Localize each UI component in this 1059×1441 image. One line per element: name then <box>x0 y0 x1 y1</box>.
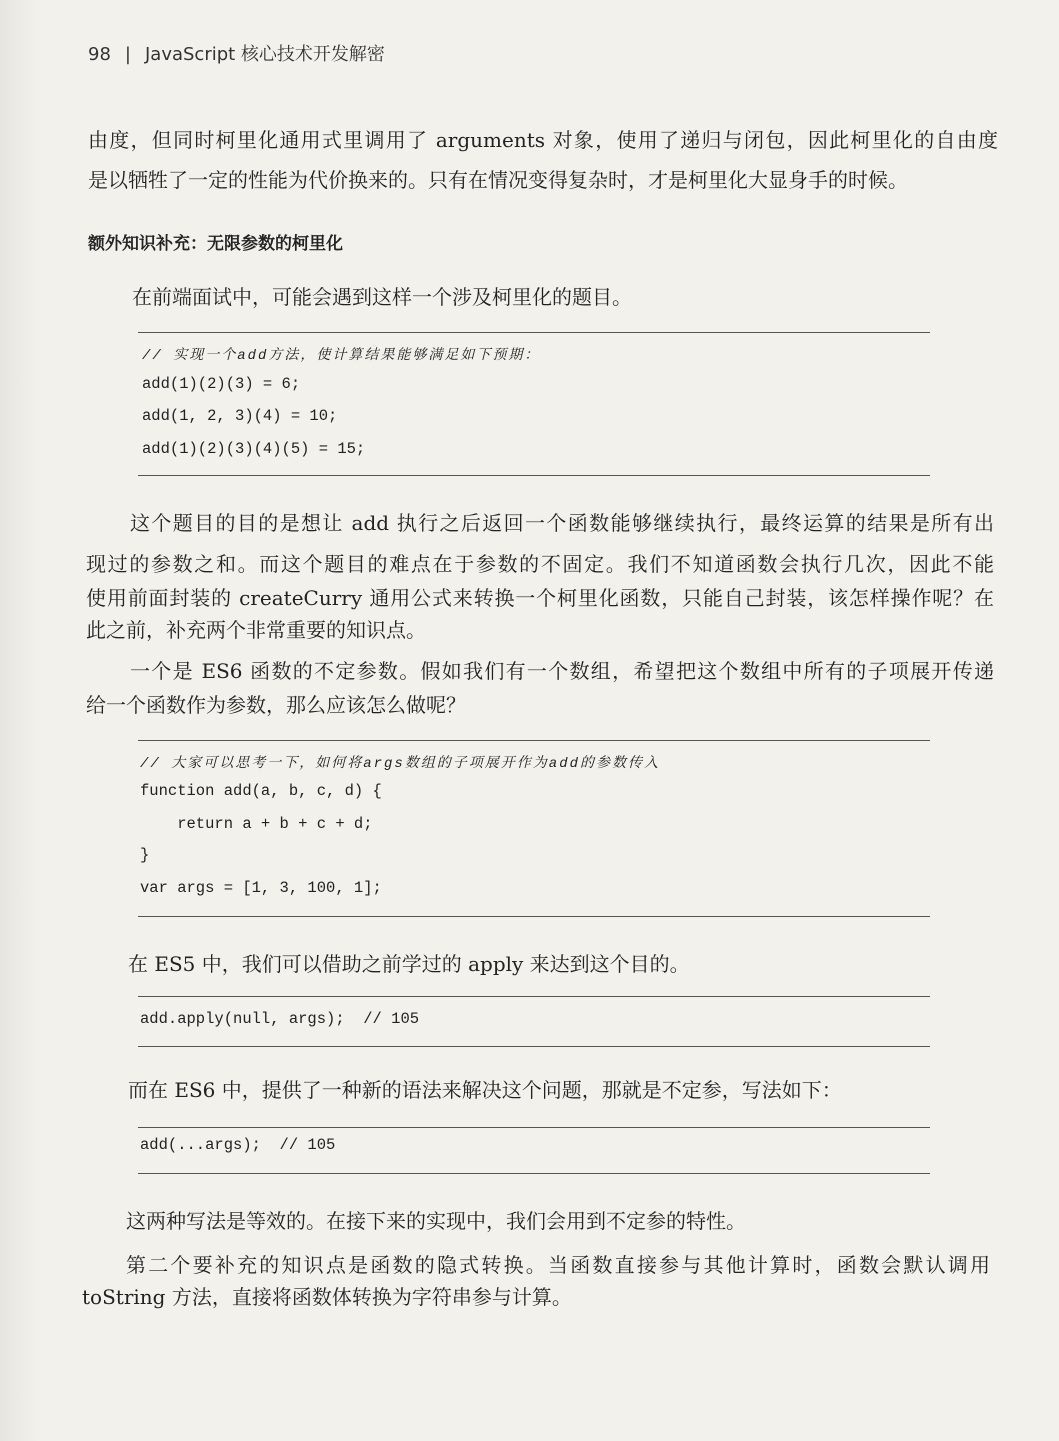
code-rule <box>138 1127 930 1128</box>
code-line: var args = [1, 3, 100, 1]; <box>140 879 382 897</box>
para5-line: toString 方法，直接将函数体转换为字符串参与计算。 <box>82 1285 572 1309</box>
code-line: // 实现一个add方法，使计算结果能够满足如下预期： <box>142 348 541 364</box>
code-rule <box>138 475 930 476</box>
code-line: add(...args); // 105 <box>140 1136 336 1154</box>
code-rule <box>138 1173 930 1174</box>
es6-text: 而在 ES6 中，提供了一种新的语法来解决这个问题，那就是不定参，写法如下： <box>128 1078 842 1102</box>
para5-line: 第二个要补充的知识点是函数的隐式转换。当函数直接参与其他计算时，函数会默认调用 <box>126 1253 990 1277</box>
page-gutter-shadow <box>0 0 40 1441</box>
para3-line: 给一个函数作为参数，那么应该怎么做呢？ <box>86 693 466 717</box>
intro-text: 在前端面试中，可能会遇到这样一个涉及柯里化的题目。 <box>132 285 632 309</box>
section-heading: 额外知识补充：无限参数的柯里化 <box>88 234 343 254</box>
code-line: } <box>140 846 150 864</box>
running-header <box>88 40 385 66</box>
code-line: add(1)(2)(3) = 6; <box>142 375 301 393</box>
para1-line: 是以牺牲了一定的性能为代价换来的。只有在情况变得复杂时，才是柯里化大显身手的时候。 <box>88 168 908 192</box>
code-line: add.apply(null, args); // 105 <box>140 1010 420 1028</box>
page-number: 98 <box>88 44 111 65</box>
para3-line: 一个是 ES6 函数的不定参数。假如我们有一个数组，希望把这个数组中所有的子项展开传递 <box>130 659 994 683</box>
code-line: return a + b + c + d; <box>140 815 373 833</box>
para2-line: 使用前面封装的 createCurry 通用公式来转换一个柯里化函数，只能自己封装，该怎样操作呢？在 <box>86 586 994 610</box>
code-rule <box>138 996 930 997</box>
es5-text: 在 ES5 中，我们可以借助之前学过的 apply 来达到这个目的。 <box>128 952 690 976</box>
para2-line: 这个题目的目的是想让 add 执行之后返回一个函数能够继续执行，最终运算的结果是所有出 <box>130 511 994 535</box>
code-rule <box>138 916 930 917</box>
code-line: add(1, 2, 3)(4) = 10; <box>142 407 338 425</box>
code-rule <box>138 332 930 333</box>
code-rule <box>138 740 930 741</box>
para1-line: 由度，但同时柯里化通用式里调用了 arguments 对象，使用了递归与闭包，因此柯里化的自由度 <box>88 128 998 152</box>
para4-text: 这两种写法是等效的。在接下来的实现中，我们会用到不定参的特性。 <box>126 1209 746 1233</box>
header-separator: | <box>124 44 131 65</box>
code-line: function add(a, b, c, d) { <box>140 782 382 800</box>
code-line: // 大家可以思考一下，如何将args数组的子项展开作为add的参数传入 <box>140 756 661 772</box>
book-title: JavaScript 核心技术开发解密 <box>144 44 385 65</box>
code-rule <box>138 1046 930 1047</box>
code-line: add(1)(2)(3)(4)(5) = 15; <box>142 440 366 458</box>
para2-line: 此之前，补充两个非常重要的知识点。 <box>86 618 426 642</box>
para2-line: 现过的参数之和。而这个题目的难点在于参数的不固定。我们不知道函数会执行几次，因此不能 <box>86 552 994 576</box>
